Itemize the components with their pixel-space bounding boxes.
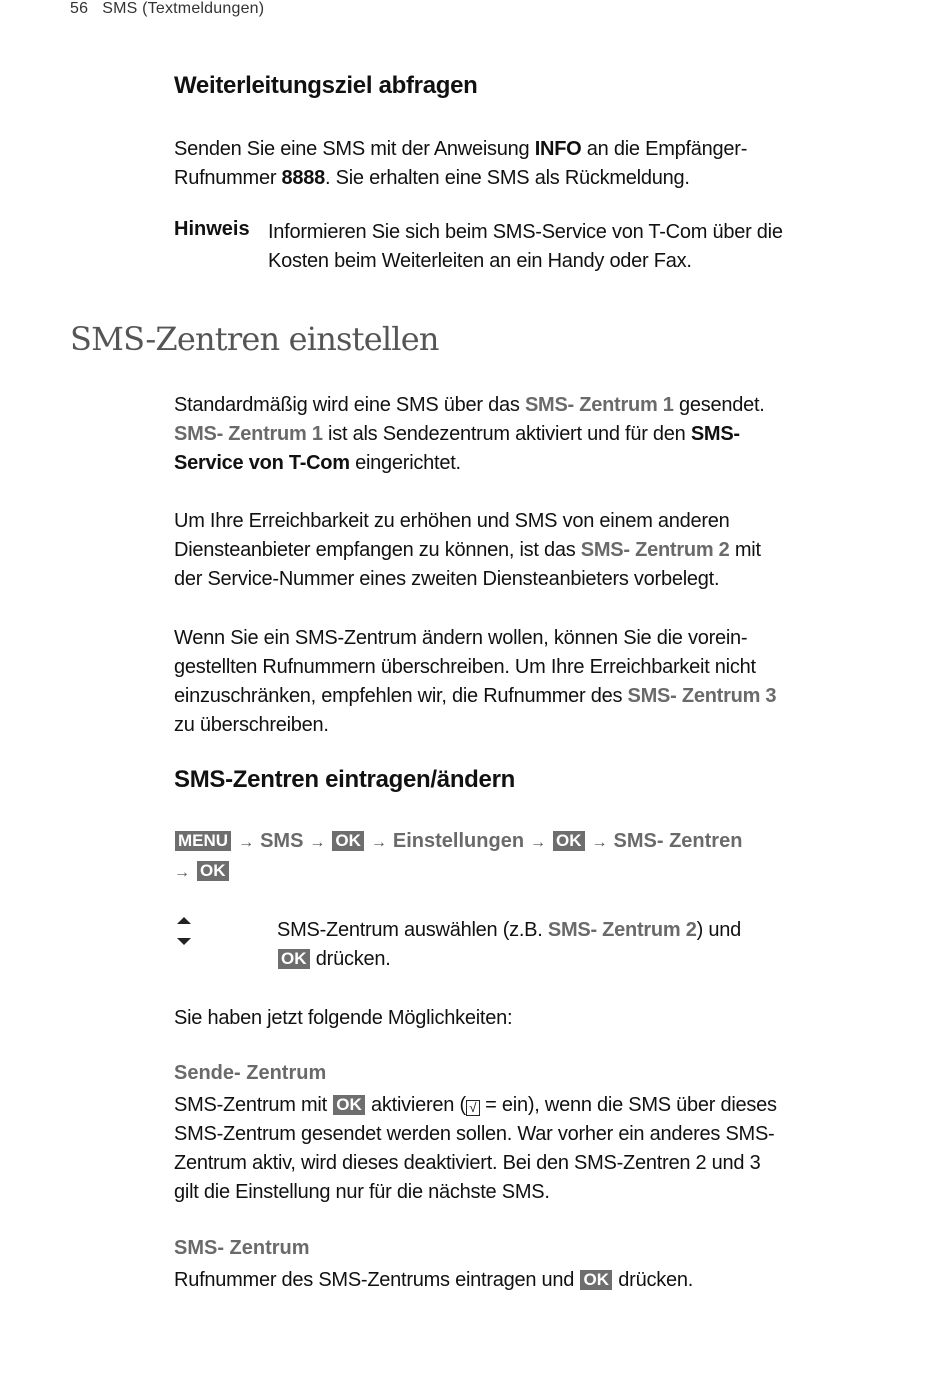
paragraph-aendern: Wenn Sie ein SMS-Zentrum ändern wollen, können Sie die vorein-gestellten Rufnummern überschreiben. Um Ihre Erreichbarkeit nicht einzuschränken, empfehlen wir, die Rufnummer des SMS- Zentrum 3 zu überschreiben. <box>174 627 777 736</box>
section-title: SMS (Textmeldungen) <box>102 0 265 17</box>
ok-key: OK <box>333 1095 365 1115</box>
note-text: Informieren Sie sich beim SMS-Service von T-Com über die Kosten beim Weiterleiten an ein Handy oder Fax. <box>268 221 783 272</box>
arrow-right-icon: → <box>591 834 608 851</box>
heading-sms-zentren-einstellen: SMS-Zentren einstellen <box>70 320 439 358</box>
option-title-sms-zentrum: SMS- Zentrum <box>174 1237 310 1259</box>
step-select-zentrum: SMS-Zentrum auswählen (z.B. SMS- Zentrum 2) und OK drücken. <box>277 919 741 970</box>
ok-key: OK <box>332 831 364 851</box>
page-header <box>70 0 264 18</box>
number-8888: 8888 <box>281 167 326 189</box>
note-label: Hinweis <box>174 218 250 240</box>
heading-eintragen-aendern: SMS-Zentren eintragen/ändern <box>174 766 515 793</box>
ok-key: OK <box>553 831 585 851</box>
option-text-sende-zentrum: SMS-Zentrum mit OK aktivieren ( √ = ein), wenn die SMS über dieses SMS-Zentrum gesendet werden sollen. War vorher ein anderes SMS-Zentrum aktiv, wird dieses deaktiviert. Bei den SMS-Zentren 2 und 3 gilt die Einstellung nur für die nächste SMS. <box>174 1094 777 1203</box>
checkmark-icon: √ <box>466 1100 480 1116</box>
heading-weiterleitungsziel: Weiterleitungsziel abfragen <box>174 72 478 99</box>
ok-key: OK <box>278 949 310 969</box>
option-title-sende-zentrum: Sende- Zentrum <box>174 1062 327 1084</box>
ok-key: OK <box>197 861 229 881</box>
page-number: 56 <box>70 0 89 17</box>
paragraph-info: Senden Sie eine SMS mit der Anweisung INFO an die Empfänger-Rufnummer 8888. Sie erhalten eine SMS als Rückmeldung. <box>174 138 748 189</box>
arrow-right-icon: → <box>309 834 326 851</box>
menu-key: MENU <box>175 831 231 851</box>
option-text-sms-zentrum: Rufnummer des SMS-Zentrums eintragen und OK drücken. <box>174 1269 693 1291</box>
menu-path: MENU → SMS → OK → Einstellungen → OK → SMS- Zentren → OK <box>174 830 743 881</box>
keyword-info: INFO <box>534 138 582 160</box>
paragraph-erreichbarkeit: Um Ihre Erreichbarkeit zu erhöhen und SMS von einem anderen Diensteanbieter empfangen zu können, ist das SMS- Zentrum 2 mit der Service-Nummer eines zweiten Diensteanbieters vorbelegt. <box>174 510 761 590</box>
arrow-right-icon: → <box>238 834 255 851</box>
ok-key: OK <box>580 1270 612 1290</box>
up-down-arrows-icon <box>176 915 192 951</box>
arrow-right-icon: → <box>174 864 190 881</box>
arrow-right-icon: → <box>530 834 547 851</box>
paragraph-moeglichkeiten: Sie haben jetzt folgende Möglichkeiten: <box>174 1007 513 1029</box>
arrow-right-icon: → <box>370 834 387 851</box>
paragraph-standard: Standardmäßig wird eine SMS über das SMS- Zentrum 1 gesendet. SMS- Zentrum 1 ist als Sendezentrum aktiviert und für den SMS-Service von T-Com eingerichtet. <box>174 394 765 474</box>
